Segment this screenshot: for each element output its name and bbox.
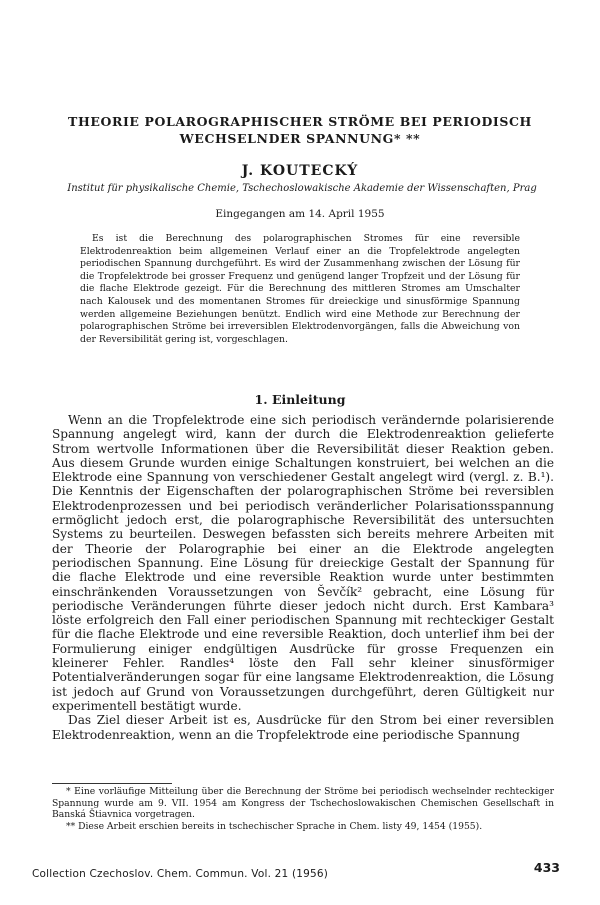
paper-title-line-1: THEORIE POLAROGRAPHISCHER STRÖME BEI PERIODISCH	[68, 114, 532, 129]
body-paragraph-2: Das Ziel dieser Arbeit ist es, Ausdrücke für den Strom bei einer reversiblen Elektrodenreaktion, wenn an die Tropfelektrode eine periodische Spannung	[52, 713, 554, 742]
received-date: Eingegangen am 14. April 1955	[215, 208, 385, 220]
body-paragraph-1: Wenn an die Tropfelektrode eine sich periodisch verändernde polarisierende Spannung angelegt wird, kann der durch die Elektrodenreaktion gelieferte Strom wertvolle Informationen über die Reversibilität dieser Reaktion geben. Aus diesem Grunde wurden einige Schaltungen konstruiert, bei welchen an die Elektrode eine Spannung von verschiedener Gestalt angelegt wird (vergl. z. B.¹). Die Kenntnis der Eigenschaften der polarographischen Ströme bei reversiblen Elektrodenprozessen und bei periodisch veränderlicher Polarisationsspannung ermöglicht jedoch erst, die polarographische Reversibilität des untersuchten Systems zu beurteilen. Deswegen befassten sich bereits mehrere Arbeiten mit der Theorie der Polarographie bei einer an die Elektrode angelegten periodischen Spannung. Eine Lösung für dreieckige Gestalt der Spannung für die flache Elektrode und eine reversible Reaktion wurde unter bestimmten einschränkenden Voraussetzungen von Ševčík² gebracht, eine Lösung für periodische Veränderungen führte dieser jedoch nicht durch. Erst Kambara³ löste erfolgreich den Fall einer periodischen Spannung mit rechteckiger Gestalt für die flache Elektrode und eine reversible Reaktion, doch unterlief ihm bei der Formulierung einiger endgültigen Ausdrücke für grosse Frequenzen ein kleinerer Fehler. Randles⁴ löste den Fall sehr kleiner sinusförmiger Potentialveränderungen sogar für eine langsame Elektrodenreaktion, die Lösung ist jedoch auf Grund von Voraussetzungen durchgeführt, deren Gültigkeit nur experimentell bestätigt wurde.	[52, 413, 554, 713]
author-name: J. KOUTECKÝ	[241, 163, 359, 179]
section-heading-introduction: 1. Einleitung	[254, 392, 346, 407]
author-affiliation: Institut für physikalische Chemie, Tschechoslowakische Akademie der Wissenschaften, Prag	[67, 183, 537, 194]
paper-title	[40, 113, 560, 147]
footnotes	[52, 786, 554, 833]
page-number: 433	[533, 860, 560, 875]
footnote-divider	[52, 783, 172, 784]
abstract: Es ist die Berechnung des polarographischen Stromes für eine reversible Elektrodenreaktion beim allgemeinen Verlauf einer an die Tropfelektrode angelegten periodischen Spannung durchgeführt. Es wird der Zusammenhang zwischen der Lösung für die Tropfelektrode bei grosser Frequenz und genügend langer Tropfzeit und der Lösung für die flache Elektrode gezeigt. Für die Berechnung des mittleren Stromes am Umschalter nach Kalousek und des momentanen Stromes für dreieckige und sinusförmige Spannung werden allgemeine Beziehungen benützt. Endlich wird eine Methode zur Berechnung der polarographischen Ströme bei irreversiblen Elektrodenvorgängen, falls die Abweichung von der Reversibilität gering ist, vorgeschlagen.	[80, 233, 520, 345]
body-text	[52, 413, 554, 742]
footnote-2: ** Diese Arbeit erschien bereits in tschechischer Sprache in Chem. listy 49, 1454 (1955).	[66, 821, 483, 833]
paper-title-line-2: WECHSELNDER SPANNUNG* **	[179, 131, 421, 146]
footnote-1: * Eine vorläufige Mitteilung über die Berechnung der Ströme bei periodisch wechselnder rechteckiger Spannung wurde am 9. VII. 1954 am Kongress der Tschechoslowakischen Chemischen Gesellschaft in Banská Štiavnica vorgetragen.	[52, 786, 554, 821]
journal-citation: Collection Czechoslov. Chem. Commun. Vol. 21 (1956)	[32, 868, 329, 880]
